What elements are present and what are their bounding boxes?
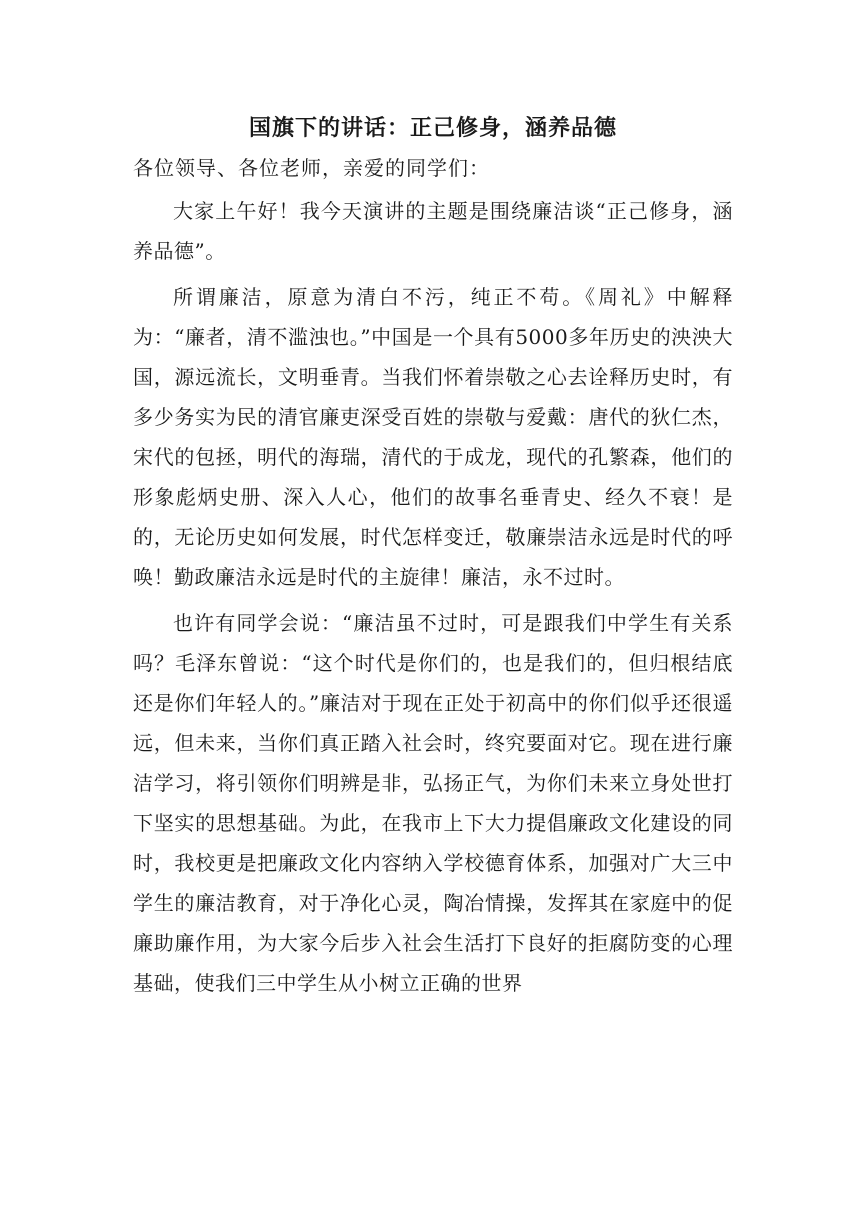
salutation: 各位领导、各位老师，亲爱的同学们： <box>133 156 490 180</box>
document-title: 国旗下的讲话：正己修身，涵养品德 <box>248 115 617 141</box>
paragraph-students: 也许有同学会说：“廉洁虽不过时，可是跟我们中学生有关系吗？毛泽东曾说：“这个时代是你们的，也是我们的，但归根结底还是你们年轻人的。”廉洁对于现在正处于初高中的你们似乎还很遥远，但未来，当你们真正踏入社会时，终究要面对它。现在进行廉洁学习，将引领你们明辨是非，弘扬正气，为你们未来立身处世打下坚实的思想基础。为此，在我市上下大力提倡廉政文化建设的同时，我校更是把廉政文化内容纳入学校德育体系，加强对广大三中学生的廉洁教育，对于净化心灵，陶冶情操，发挥其在家庭中的促廉助廉作用，为大家今后步入社会生活打下良好的拒腐防变的心理基础，使我们三中学生从小树立正确的世界 <box>133 611 733 995</box>
paragraph-greeting: 大家上午好！我今天演讲的主题是围绕廉洁谈“正己修身，涵养品德”。 <box>133 199 733 263</box>
paragraph-history: 所谓廉洁，原意为清白不污，纯正不苟。《周礼》中解释为：“廉者，清不滥浊也。”中国是一个具有5000多年历史的泱泱大国，源远流长，文明垂青。当我们怀着崇敬之心去诠释历史时，有多少务实为民的清官廉吏深受百姓的崇敬与爱戴：唐代的狄仁杰，宋代的包拯，明代的海瑞，清代的于成龙，现代的孔繁森，他们的形象彪炳史册、深入人心，他们的故事名垂青史、经久不衰！是的，无论历史如何发展，时代怎样变迁，敬廉崇洁永远是时代的呼唤！勤政廉洁永远是时代的主旋律！廉洁，永不过时。 <box>133 285 733 589</box>
document-body <box>133 108 733 1009</box>
